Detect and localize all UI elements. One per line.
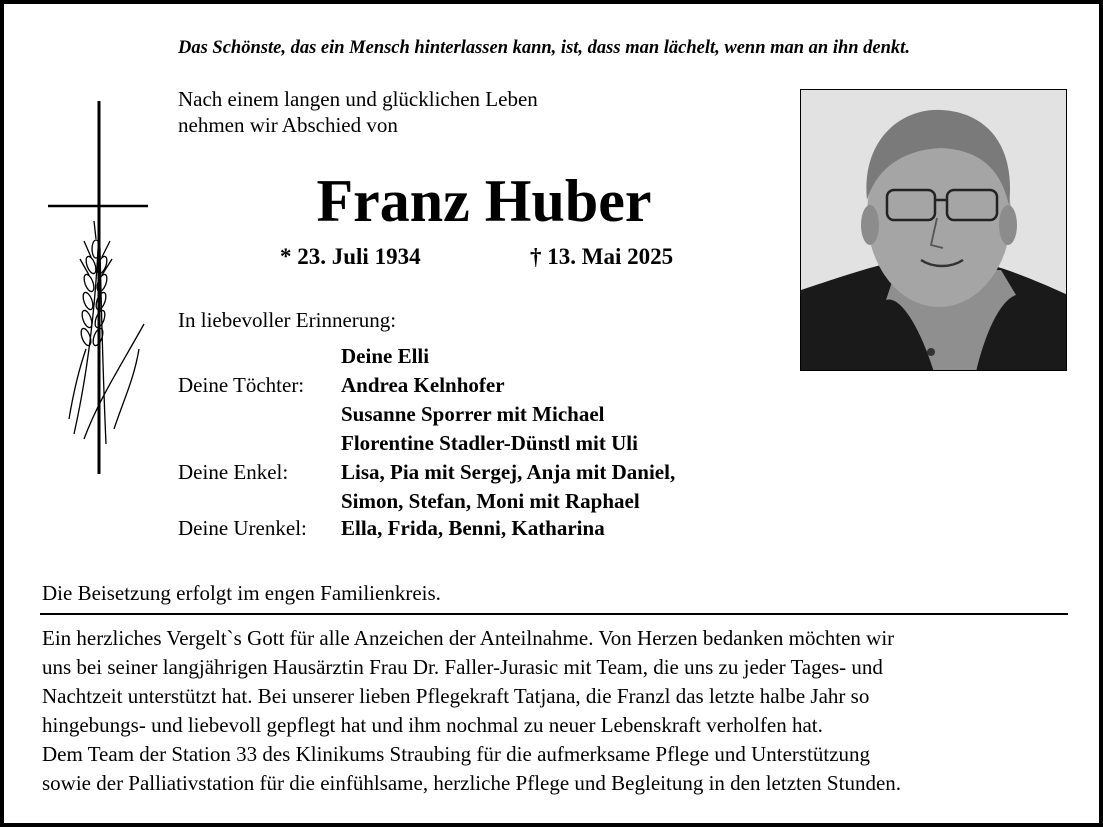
family-label-daughters: Deine Töchter: xyxy=(178,373,305,397)
thanks-line: hingebungs- und liebevoll gepflegt hat und ihm nochmal zu neuer Lebenskraft verholfen hat. xyxy=(42,713,823,737)
family-label-grandchildren: Deine Enkel: xyxy=(178,460,289,484)
portrait-photo xyxy=(800,89,1067,371)
family-label-great-grandchildren: Deine Urenkel: xyxy=(178,516,307,540)
thanks-line: uns bei seiner langjährigen Hausärztin Frau Dr. Faller-Jurasic mit Team, die uns zu jeder Tages- und xyxy=(42,655,883,679)
divider xyxy=(40,613,1068,615)
family-names: Florentine Stadler-Dünstl mit Uli xyxy=(341,431,638,455)
family-names: Susanne Sporrer mit Michael xyxy=(341,402,605,426)
family-names: Deine Elli xyxy=(341,344,430,368)
cross-with-wheat-icon xyxy=(44,99,154,479)
memory-heading: In liebevoller Erinnerung: xyxy=(178,308,397,332)
burial-notice: Die Beisetzung erfolgt im engen Familienkreis. xyxy=(42,581,441,605)
thanks-line: sowie der Palliativstation für die einfühlsame, herzliche Pflege und Begleitung in den letzten Stunden. xyxy=(42,771,902,795)
intro-line-1: Nach einem langen und glücklichen Leben xyxy=(178,87,538,111)
family-names: Simon, Stefan, Moni mit Raphael xyxy=(341,489,640,513)
family-names: Andrea Kelnhofer xyxy=(341,373,505,397)
deceased-name: Franz Huber xyxy=(316,168,652,234)
family-names: Ella, Frida, Benni, Katharina xyxy=(341,516,605,540)
family-names: Lisa, Pia mit Sergej, Anja mit Daniel, xyxy=(341,460,676,484)
intro-line-2: nehmen wir Abschied von xyxy=(178,113,398,137)
thanks-line: Ein herzliches Vergelt`s Gott für alle Anzeichen der Anteilnahme. Von Herzen bedanken möchten wir xyxy=(42,626,895,650)
birth-date: * 23. Juli 1934 xyxy=(280,244,421,269)
thanks-line: Nachtzeit unterstützt hat. Bei unserer lieben Pflegekraft Tatjana, die Franzl das letzte halbe Jahr so xyxy=(42,684,870,708)
thanks-line: Dem Team der Station 33 des Klinikums Straubing für die aufmerksame Pflege und Unterstützung xyxy=(42,742,871,766)
death-date: † 13. Mai 2025 xyxy=(530,244,674,269)
motto-quote: Das Schönste, das ein Mensch hinterlassen kann, ist, dass man lächelt, wenn man an ihn denkt. xyxy=(178,38,910,58)
thanks-paragraph xyxy=(42,624,901,798)
